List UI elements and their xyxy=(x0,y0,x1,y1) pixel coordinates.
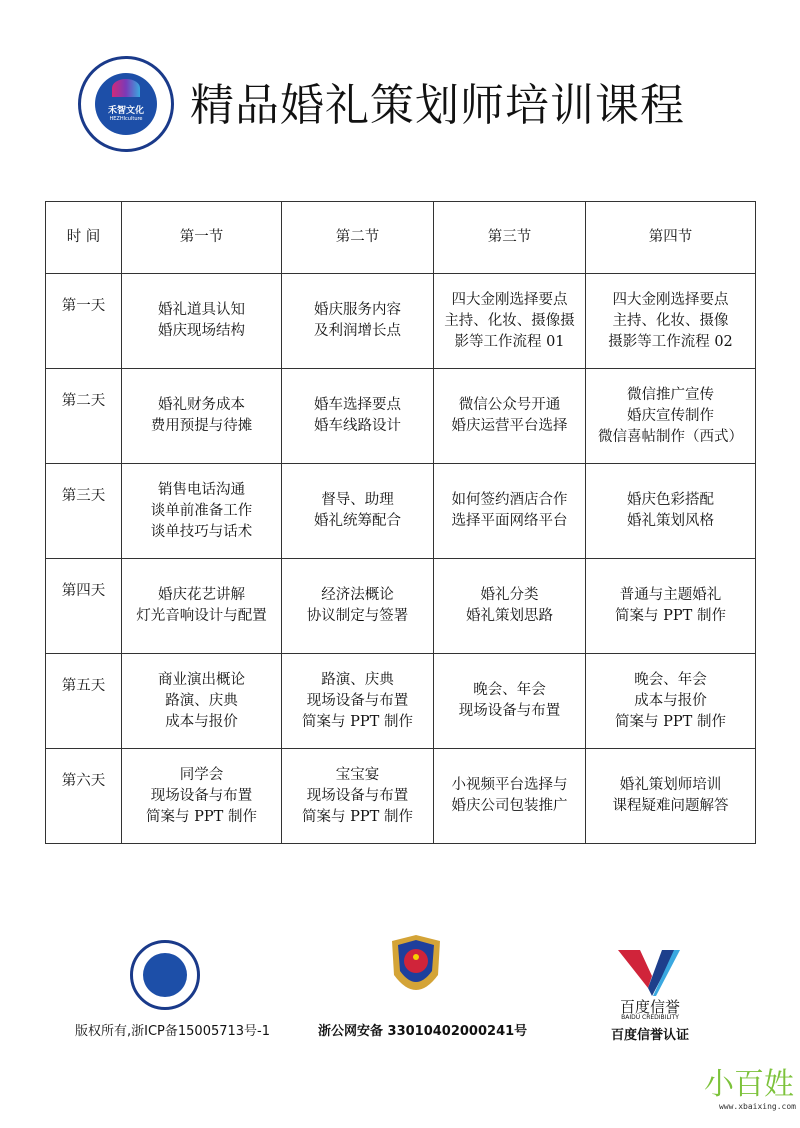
session-line: 婚庆宣传制作 xyxy=(627,407,714,424)
session-line: 微信推广宣传 xyxy=(627,386,714,403)
session-line: 简案与 PPT 制作 xyxy=(302,713,413,730)
session-line: 路演、庆典 xyxy=(321,671,394,688)
day-label-text: 第三天 xyxy=(61,488,106,504)
session-line: 普通与主题婚礼 xyxy=(619,587,722,603)
session-line: 小视频平台选择与 xyxy=(451,777,568,793)
session-line: 婚车选择要点 xyxy=(314,397,401,413)
session-line: 主持、化妆、摄像 xyxy=(612,312,729,329)
session-line: 成本与报价 xyxy=(165,713,238,730)
day-label xyxy=(46,559,122,654)
day-label-text: 第四天 xyxy=(61,583,106,599)
session-line: 及利润增长点 xyxy=(314,323,401,339)
day-label xyxy=(46,369,122,464)
session-line: 简案与 PPT 制作 xyxy=(615,713,726,730)
session-line: 婚礼策划风格 xyxy=(627,513,714,529)
session-cell xyxy=(434,274,586,369)
day-label xyxy=(46,749,122,844)
session-line: 灯光音响设计与配置 xyxy=(136,608,267,624)
session-line: 简案与 PPT 制作 xyxy=(615,608,726,624)
session-cell xyxy=(586,369,756,464)
watermark-logo xyxy=(700,1068,800,1111)
hezhi-small-logo xyxy=(130,940,200,1010)
session-line: 现场设备与布置 xyxy=(306,692,409,709)
session-line: 现场设备与布置 xyxy=(306,787,409,804)
session-line: 婚礼策划师培训 xyxy=(619,777,722,793)
session-line: 婚庆服务内容 xyxy=(314,302,401,318)
session-line: 婚庆现场结构 xyxy=(158,323,245,339)
session-cell xyxy=(122,559,282,654)
session-line: 谈单技巧与话术 xyxy=(150,523,253,540)
session-line: 成本与报价 xyxy=(634,692,707,709)
course-table xyxy=(45,201,756,844)
session-line: 婚礼统筹配合 xyxy=(314,513,401,529)
session-cell xyxy=(282,654,434,749)
session-cell xyxy=(122,464,282,559)
column-header xyxy=(586,202,756,274)
session-line: 宝宝宴 xyxy=(335,766,380,783)
column-header xyxy=(434,202,586,274)
session-line: 婚庆花艺讲解 xyxy=(158,587,245,603)
session-line: 课程疑难问题解答 xyxy=(612,798,729,814)
session-line: 简案与 PPT 制作 xyxy=(146,808,257,825)
session-line: 现场设备与布置 xyxy=(150,787,253,804)
police-record-text: 浙公网安备 33010402000241号 xyxy=(318,1024,528,1039)
session-line: 婚礼分类 xyxy=(480,587,539,603)
column-header xyxy=(46,202,122,274)
session-line: 微信公众号开通 xyxy=(458,397,561,413)
session-line: 晚会、年会 xyxy=(634,671,707,688)
session-cell xyxy=(434,654,586,749)
baidu-name: 百度信誉 xyxy=(619,998,680,1016)
column-header xyxy=(282,202,434,274)
session-line: 路演、庆典 xyxy=(165,692,238,709)
session-line: 四大金刚选择要点 xyxy=(451,291,568,308)
session-line: 四大金刚选择要点 xyxy=(612,291,729,308)
session-line: 婚礼道具认知 xyxy=(158,302,245,318)
copyright-text: 版权所有,浙ICP备15005713号-1 xyxy=(75,1024,271,1039)
session-line: 婚礼财务成本 xyxy=(158,397,245,413)
session-cell xyxy=(586,749,756,844)
session-line: 销售电话沟通 xyxy=(158,481,245,498)
logo-swoosh-icon xyxy=(112,79,140,97)
session-line: 婚庆运营平台选择 xyxy=(451,418,568,434)
session-line: 谈单前准备工作 xyxy=(150,502,253,519)
logo-sub: HEZHIculture xyxy=(109,115,143,122)
session-cell xyxy=(122,274,282,369)
watermark-url: www.xbaixing.com xyxy=(718,1102,796,1111)
column-header-label: 第四节 xyxy=(648,229,693,245)
session-cell xyxy=(586,654,756,749)
session-line: 主持、化妆、摄像摄 xyxy=(444,312,575,329)
session-line: 协议制定与签署 xyxy=(306,608,409,624)
session-line: 督导、助理 xyxy=(321,492,394,508)
column-header xyxy=(122,202,282,274)
column-header-label: 时 间 xyxy=(66,229,101,245)
logo-text: 禾智文化 xyxy=(107,105,144,116)
session-line: 现场设备与布置 xyxy=(458,703,561,719)
session-cell xyxy=(122,369,282,464)
session-line: 婚车线路设计 xyxy=(314,418,401,434)
session-cell xyxy=(586,274,756,369)
session-line: 婚庆色彩搭配 xyxy=(627,492,714,508)
column-header-label: 第二节 xyxy=(335,229,380,245)
day-label xyxy=(46,274,122,369)
column-header-label: 第一节 xyxy=(179,229,224,245)
session-line: 摄影等工作流程 02 xyxy=(608,333,733,350)
session-cell xyxy=(434,369,586,464)
baidu-en: BAIDU CREDIBILITY xyxy=(621,1014,679,1021)
session-cell xyxy=(282,274,434,369)
session-line: 商业演出概论 xyxy=(158,671,245,688)
day-label-text: 第六天 xyxy=(61,773,106,789)
day-label-text: 第五天 xyxy=(61,678,106,694)
police-emblem-icon xyxy=(388,935,444,1005)
session-line: 影等工作流程 01 xyxy=(454,333,565,350)
session-cell xyxy=(282,369,434,464)
session-line: 经济法概论 xyxy=(321,587,394,603)
session-line: 婚庆公司包装推广 xyxy=(451,798,568,814)
session-cell xyxy=(586,559,756,654)
session-cell xyxy=(122,749,282,844)
watermark-text: 小百姓 xyxy=(704,1067,794,1102)
session-line: 婚礼策划思路 xyxy=(466,608,553,624)
session-line: 微信喜帖制作（西式） xyxy=(598,428,743,445)
day-label-text: 第二天 xyxy=(61,393,106,409)
page-title: 精品婚礼策划师培训课程 xyxy=(190,80,685,131)
session-cell xyxy=(122,654,282,749)
hezhi-logo xyxy=(78,56,174,152)
session-cell xyxy=(434,559,586,654)
session-cell xyxy=(282,749,434,844)
session-line: 简案与 PPT 制作 xyxy=(302,808,413,825)
session-line: 费用预提与待摊 xyxy=(150,418,253,434)
session-cell xyxy=(282,559,434,654)
session-line: 如何签约酒店合作 xyxy=(451,492,568,508)
session-cell xyxy=(434,749,586,844)
session-cell xyxy=(282,464,434,559)
baidu-cert: 百度信誉认证 xyxy=(610,1028,689,1043)
session-line: 同学会 xyxy=(179,766,224,783)
session-line: 晚会、年会 xyxy=(473,682,546,698)
session-line: 选择平面网络平台 xyxy=(451,513,568,529)
day-label xyxy=(46,654,122,749)
day-label-text: 第一天 xyxy=(61,298,106,314)
session-cell xyxy=(586,464,756,559)
session-cell xyxy=(434,464,586,559)
day-label xyxy=(46,464,122,559)
column-header-label: 第三节 xyxy=(487,229,532,245)
baidu-credibility-icon xyxy=(618,950,680,1000)
